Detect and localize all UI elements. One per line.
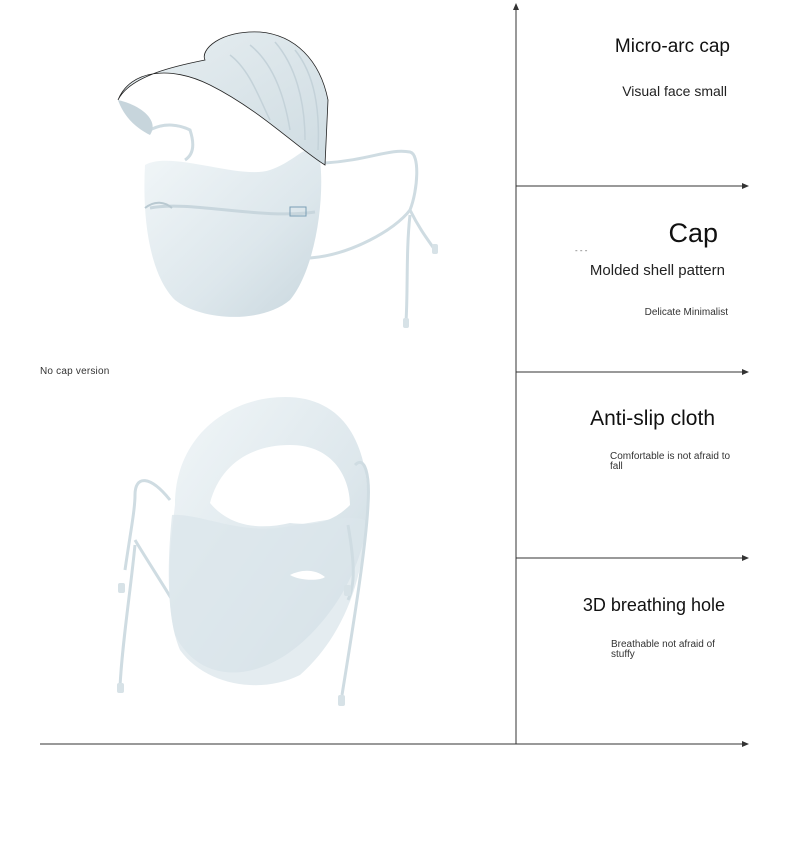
mask-no-cap-image [110,395,380,715]
feature-subtitle-visual-face-small: Visual face small [622,83,727,99]
feature-title-3d-breathing-hole: 3D breathing hole [582,595,725,615]
feature-desc-comfortable: Comfortable is not afraid to fall [610,451,731,472]
cap-accent-dashes: - - - [575,246,588,255]
mask-with-cap-image [110,30,450,335]
feature-subtitle-molded-shell: Molded shell pattern [589,262,725,279]
feature-desc-breathable: Breathable not afraid of stuffy [611,639,715,660]
feature-desc-delicate-minimalist: Delicate Minimalist [644,307,728,318]
feature-title-cap: Cap [668,218,718,248]
feature-title-anti-slip-cloth: Anti-slip cloth [590,407,715,430]
feature-title-micro-arc-cap: Micro-arc cap [614,36,730,57]
no-cap-version-label: No cap version [40,366,110,377]
